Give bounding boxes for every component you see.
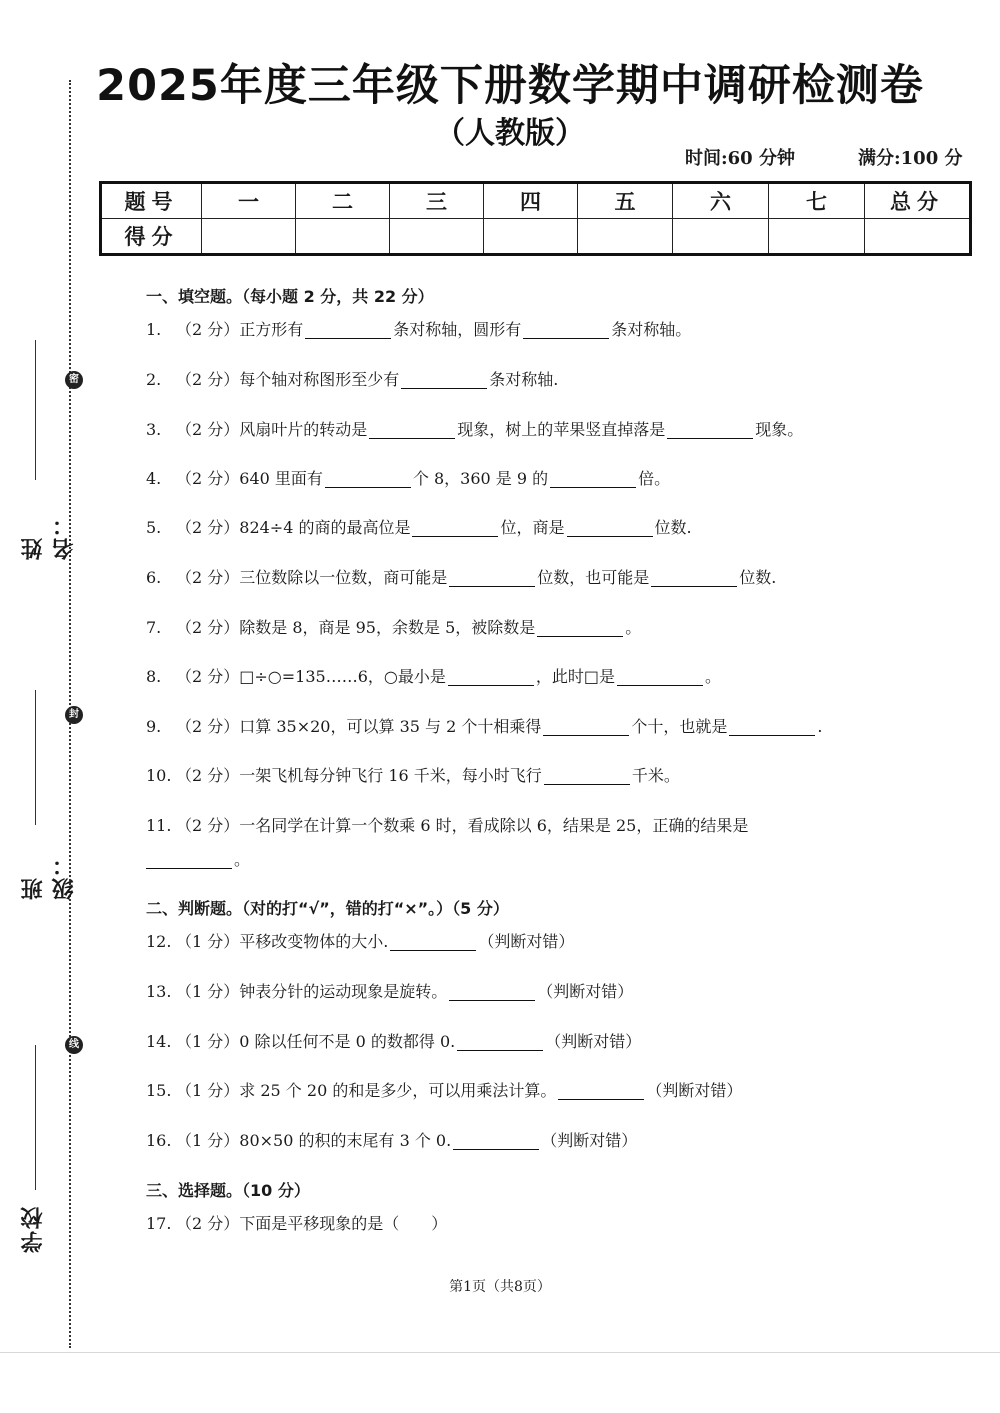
score-table-col: 四 <box>484 183 578 219</box>
answer-blank[interactable] <box>651 568 737 587</box>
answer-blank[interactable] <box>667 420 753 439</box>
question-text: 位，商是 <box>500 518 565 537</box>
question-2 <box>146 367 558 390</box>
question-text: （1 分）80×50 的积的末尾有 3 个 0. <box>176 1131 452 1150</box>
answer-blank[interactable] <box>567 518 653 537</box>
question-number: 7. <box>146 618 162 637</box>
section-true-false: 二、判断题。（对的打“√”，错的打“×”。）（5 分） <box>146 899 509 918</box>
score-cell[interactable] <box>769 219 865 255</box>
question-text: （2 分）每个轴对称图形至少有 <box>176 370 400 389</box>
question-number: 6. <box>146 568 162 587</box>
exam-title: 2025年度三年级下册数学期中调研检测卷 <box>96 61 924 111</box>
question-text: （2 分）除数是 8，商是 95，余数是 5，被除数是 <box>176 618 536 637</box>
exam-time: 时间:60 分钟 <box>685 148 795 169</box>
question-3 <box>146 417 803 440</box>
class-field-label: 班级： <box>21 852 77 900</box>
section-fill-in: 一、填空题。（每小题 2 分，共 22 分） <box>146 287 434 306</box>
question-10 <box>146 763 680 786</box>
answer-blank[interactable] <box>550 469 636 488</box>
question-14 <box>146 1029 641 1052</box>
score-table-col-total: 总分 <box>865 183 971 219</box>
question-number: 16. <box>146 1131 172 1150</box>
question-15 <box>146 1078 742 1101</box>
question-text: 个 8，360 是 9 的 <box>412 469 549 488</box>
question-text: 位数，也可能是 <box>537 568 650 587</box>
question-11-continued <box>146 847 250 870</box>
question-number: 17. <box>146 1214 172 1233</box>
exam-subtitle: （人教版） <box>435 116 585 151</box>
seal-feng-icon: 封 <box>65 706 83 724</box>
score-cell[interactable] <box>390 219 484 255</box>
name-field[interactable] <box>18 340 77 560</box>
answer-blank[interactable] <box>453 1131 539 1150</box>
question-9 <box>146 714 822 737</box>
question-text: 位数. <box>739 568 777 587</box>
answer-blank[interactable] <box>537 618 623 637</box>
score-cell[interactable] <box>673 219 769 255</box>
question-text: 。 <box>234 850 251 869</box>
class-field[interactable] <box>18 690 77 900</box>
answer-blank[interactable] <box>523 320 609 339</box>
question-text: （2 分）640 里面有 <box>176 469 323 488</box>
question-number: 3. <box>146 420 162 439</box>
score-cell[interactable] <box>202 219 296 255</box>
score-table-col: 二 <box>296 183 390 219</box>
question-number: 2. <box>146 370 162 389</box>
question-text: 条对称轴，圆形有 <box>393 320 522 339</box>
question-text: 现象。 <box>755 420 804 439</box>
question-text: ，此时□是 <box>535 667 615 686</box>
question-text: 倍。 <box>638 469 671 488</box>
question-13 <box>146 979 633 1002</box>
question-16 <box>146 1128 637 1151</box>
question-text: （1 分）钟表分针的运动现象是旋转。 <box>176 982 448 1001</box>
question-7 <box>146 615 641 638</box>
question-text: （1 分）求 25 个 20 的和是多少，可以用乘法计算。 <box>176 1081 557 1100</box>
score-table-col: 六 <box>673 183 769 219</box>
name-field-line <box>35 340 36 480</box>
exam-full-score: 满分:100 分 <box>858 148 963 169</box>
question-1 <box>146 317 691 340</box>
question-text: 条对称轴. <box>489 370 559 389</box>
answer-blank[interactable] <box>305 320 391 339</box>
answer-blank[interactable] <box>449 982 535 1001</box>
score-table-score-row <box>101 219 971 255</box>
answer-blank[interactable] <box>390 932 476 951</box>
seal-mi-icon: 密 <box>65 371 83 389</box>
page-number-footer: 第1页（共8页） <box>449 1279 551 1295</box>
question-text: 现象，树上的苹果竖直掉落是 <box>457 420 666 439</box>
question-text: . <box>817 717 823 736</box>
question-number: 15. <box>146 1081 172 1100</box>
question-4 <box>146 466 670 489</box>
question-text: 个十，也就是 <box>631 717 728 736</box>
score-cell[interactable] <box>484 219 578 255</box>
answer-blank[interactable] <box>617 667 703 686</box>
score-table-col: 三 <box>390 183 484 219</box>
question-text: （1 分）0 除以任何不是 0 的数都得 0. <box>176 1032 456 1051</box>
question-number: 8. <box>146 667 162 686</box>
question-text: （2 分）下面是平移现象的是（ ） <box>176 1214 448 1233</box>
answer-blank[interactable] <box>457 1032 543 1051</box>
question-number: 14. <box>146 1032 172 1051</box>
answer-blank[interactable] <box>544 766 630 785</box>
answer-blank[interactable] <box>729 717 815 736</box>
question-text: （2 分）一名同学在计算一个数乘 6 时，看成除以 6，结果是 25，正确的结果是 <box>176 816 749 835</box>
question-text: （2 分）一架飞机每分钟飞行 16 千米，每小时飞行 <box>176 766 542 785</box>
question-12 <box>146 929 574 952</box>
question-8 <box>146 664 721 687</box>
class-field-line <box>35 690 36 825</box>
question-number: 13. <box>146 982 172 1001</box>
score-table-col: 五 <box>578 183 673 219</box>
name-field-label: 姓名： <box>21 512 77 560</box>
answer-blank[interactable] <box>412 518 498 537</box>
question-number: 10. <box>146 766 172 785</box>
question-text: （2 分）口算 35×20，可以算 35 与 2 个十相乘得 <box>176 717 542 736</box>
score-cell[interactable] <box>296 219 390 255</box>
question-number: 9. <box>146 717 162 736</box>
question-text: 位数. <box>654 518 692 537</box>
question-text: （1 分）平移改变物体的大小. <box>176 932 389 951</box>
question-number: 4. <box>146 469 162 488</box>
question-number: 1. <box>146 320 162 339</box>
score-table <box>99 181 972 256</box>
answer-blank[interactable] <box>543 717 629 736</box>
question-text: 。 <box>625 618 642 637</box>
question-text: （2 分）824÷4 的商的最高位是 <box>176 518 411 537</box>
question-text: （2 分）风扇叶片的转动是 <box>176 420 368 439</box>
score-table-col: 一 <box>202 183 296 219</box>
answer-blank[interactable] <box>449 568 535 587</box>
question-text: （2 分）□÷○=135……6，○最小是 <box>176 667 446 686</box>
score-table-header-row <box>101 183 971 219</box>
score-table-row-label: 题号 <box>101 183 202 219</box>
answer-blank[interactable] <box>448 667 534 686</box>
question-11 <box>146 813 748 836</box>
section-multiple-choice: 三、选择题。（10 分） <box>146 1181 310 1200</box>
answer-blank[interactable] <box>146 850 232 869</box>
answer-blank[interactable] <box>369 420 455 439</box>
question-number: 12. <box>146 932 172 951</box>
question-text: 千米。 <box>631 766 680 785</box>
question-number: 11. <box>146 816 172 835</box>
question-6 <box>146 565 776 588</box>
answer-blank[interactable] <box>558 1081 644 1100</box>
page-bottom-divider <box>0 1352 1000 1353</box>
question-number: 5. <box>146 518 162 537</box>
score-table-row-label: 得分 <box>101 219 202 255</box>
question-text: 条对称轴。 <box>611 320 692 339</box>
question-text: （判断对错） <box>646 1081 743 1100</box>
seal-xian-icon: 线 <box>65 1036 83 1054</box>
score-cell[interactable] <box>865 219 971 255</box>
school-field-label: 学校 <box>21 1205 46 1253</box>
question-text: （判断对错） <box>541 1131 638 1150</box>
school-field-line <box>35 1045 36 1190</box>
answer-blank[interactable] <box>401 370 487 389</box>
score-table-col: 七 <box>769 183 865 219</box>
question-text: 。 <box>704 667 721 686</box>
question-text: （2 分）正方形有 <box>176 320 304 339</box>
question-text: （判断对错） <box>478 932 575 951</box>
score-cell[interactable] <box>578 219 673 255</box>
answer-blank[interactable] <box>325 469 411 488</box>
question-text: （2 分）三位数除以一位数，商可能是 <box>176 568 448 587</box>
question-17 <box>146 1211 447 1234</box>
question-text: （判断对错） <box>537 982 634 1001</box>
question-5 <box>146 515 692 538</box>
question-text: （判断对错） <box>545 1032 642 1051</box>
school-field[interactable] <box>18 1045 58 1260</box>
